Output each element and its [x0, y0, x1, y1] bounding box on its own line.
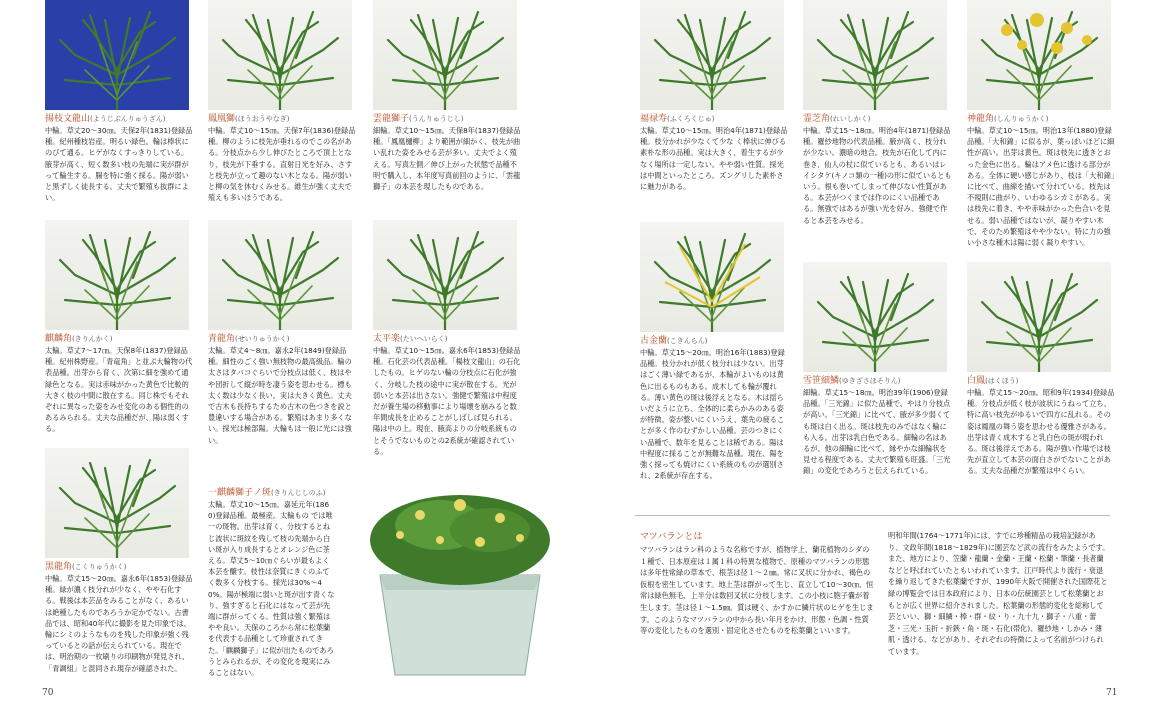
page-number-right: 71	[1106, 688, 1118, 698]
plant-photo	[373, 220, 517, 330]
entry-text: 太輪。草丈10〜15㎝。明治4年(1871)登録品種。枝分かれが少なくて少な く棒状に伸びる素朴な形の品種。実は大きく、着生するが少なく場所は一定しない。やや弱い性質。採光は中間といったところ。ズングリした素朴さに魅力がある。	[640, 126, 788, 192]
entry-shinryukaku	[967, 0, 1117, 248]
entry-title: 一麒麟獅子ノ斑(きりんじしのふ)	[208, 488, 326, 498]
entry-text: 太輪。草丈10〜15㎝。嘉延元年(1860)登録品種。最極産。太輪もの では唯一の斑物。出芽は育く、分枝するとねじ波状に斑紋を残して枝の先端から白い斑が入り成長するとオレンジ色に茶える。草丈5〜10㎝ぐらいが最もよく本芸を醸す。枝性は奈質にきくのふてく数多く分枝する。採光は30%〜40%。陽が極端に弱いと斑が出す青くなり、強すぎると石化にはなって芸が先端に群がってくる。性質は強く繁殖はやや良い。天保のころから常に松葉蘭を代表する品種として珍重されてきた。「麒麟獅子」に似が出たものであろうとみられるが、その変化を現実にみることはない。	[208, 500, 335, 678]
plant-photo	[373, 0, 517, 110]
page-number-left: 70	[42, 688, 54, 698]
entry-text: 中輪。草丈10〜15㎝。天保7年(1836)登録品種。柳のように枝先が垂れるのでこの名がある。分枝点から少し伸びたところで頂上となり、枝先が下垂する。直射日光を好み、さすと枝先が立って趣のない木となる。陽が弱いと柳の気を休むくみせる。維生が強く丈夫で殖えも多いほうである。	[208, 126, 356, 203]
entry-text: 太輪。草丈4〜8㎝。嘉永2年(1849)登録品種。細性のごく強い無枝物の最高級品。輪の太さはタバコぐらいで分枝点は低く、枝はやや団折して縦が時を凄う姿を思わせる。標も太く数は少なく長い。実は大きく黄色。丈夫で古木も長持ちするため古木の色つきを説と豊違いする場合がある。繁殖はあまり多くない。採光は極部陽。大輪もは一般に光には強い。	[208, 346, 352, 445]
entry-title: 白鳳(はくほう)	[967, 376, 1019, 386]
entry-text: 中輪。草丈15〜20㎝。明治16年(1883)登録品種。枝分かれが低く枝分れは少ない。出芽はごく薄い緑であるが、本輪がよいものは黄色に出るものもある。成木しても輪が覆れる。薄い黄色の斑は後浮えとなる。木は揺らいだように立ち、全体的に柔らかみのある姿が特徴。姿が整いにくいうえ、葉先の疲ることが多く作のむずかしい品種。芸のつきにくい品種で、数年を見ることは稀である。陽は中程度に採ることが無難な品種。現在、陽を強く採っても焼けにくい系統のものが選別され、2系統が存在する。	[640, 348, 785, 481]
plant-photo	[45, 0, 189, 110]
essay-column-1	[640, 530, 875, 637]
essay-column-2	[888, 530, 1110, 658]
section-divider	[635, 515, 1110, 516]
plant-photo	[208, 0, 352, 110]
entry-title: 青龍角(せいりゅうかく)	[208, 334, 290, 344]
entry-text: 中輪。草丈10〜15㎝。明治13年(1880)登録品種。「大和錦」に似るが、葉っぽいほどに細性が高い。出芽は黄色。斑は枝先に透きとおった金色に出る。輪はアメ色に透ける部分がある。全体に硬い感じがあり、枝は「大和錦」に比べて、曲線を描いて分れている。枝先は不規則に曲がり、いわゆるシカミがある。実は枝先に着き、やや赤味がかった色合いを見せる。弱い品種ではないが、凝りやすい木で、そのため繁殖はやや少ない。特に力の強い小さな種木は陽に弱く凝りやすい。	[967, 126, 1115, 248]
entry-unryujishi	[373, 0, 523, 192]
entry-title: 黒龍角(こくりゅうかく)	[45, 562, 127, 572]
entry-kokuryukaku	[45, 448, 195, 674]
entry-text: 中輪。草丈10〜15㎝。嘉永6年(1853)登録品種。石化芸の代表品種。「楊枝文龍山」の石化したもの。ヒゲのない輪の分枝点に石化が強く、分岐した枝の途中に実が散在する。光が弱いと本芸は出さない。強健で繁殖は中程度だが養生場の移動事により場壊を崩みると数年間成長を止めることがしばしば見られる。陽は中の上。現在、腋高よりの分岐系統ものとそうでないものとの2系統が確認されている。	[373, 346, 521, 456]
entry-text: 中輪。草丈15〜20㎝。嘉永6年(1853)登録品種。緑が濃く枝分れが少なく、やや石化する。戦後は本芸品をみることがなく、あるいは絶種したものであろうか定かでない。古書品では、昭和40年代に撮影を見た印象では、輪にシミのようなものを残した印象が強く残っているとの話が伝えられている。現在では、明治期の一枚刷りの印刷物が発見され、「青調組」と混同され現存が確認された。	[45, 574, 193, 673]
entry-title: 鳳凰獅(ほうおうやなぎ)	[208, 114, 290, 124]
entry-title: 雲龍獅子(うんりゅうじし)	[373, 114, 464, 124]
entry-yukizasahosorin	[803, 262, 953, 477]
entry-text: 太輪。草丈7〜17㎝。天保8年(1837)登録品種。紀州株野産。「青竜角」と並ぶ大輪物の代表品種。出芽から育く、次第に細を強めて通緑色となる。実は赤味がかった黄色で比較的大きく枝の中間に散在する。同じ株でもそれぞれに異なった姿をみせ変化のある個性的のあるみられる。丈夫な品種だが、陽は弱くする。	[45, 346, 193, 434]
entry-title: 福禄寿(ふくろくじゅ)	[640, 114, 715, 124]
essay-text: マツバランはラン科のような名称ですが、植物学上、蘭花植物のシダの１種で、日本原産は１属１科の特異な植物で、原種のマツバランの形態は多年性常緑の草本で、根茎は径１〜２㎜。常に叉状に分かれ、褐色の仮根を密生しています。地上茎は群がって生じ、直立して10〜30㎝、恒常は緑色無毛、上半分は数回叉状に分枝します。この小枝に胞子嚢が着生します。茎は径１〜1.5㎜。質は硬く、かすかに鱗片状のヒゲを生じます。このようなマツバランの中から長い年月をかけ、形態・色調・性質等の変化したものを選別・固定化させたものを松葉蘭といいます。	[640, 545, 874, 636]
entry-taiheiraku	[373, 220, 523, 457]
plant-photo	[967, 0, 1111, 110]
plant-photo	[45, 220, 189, 330]
plant-photo	[640, 0, 784, 110]
plant-photo	[208, 220, 352, 330]
essay-heading: マツバランとは	[640, 532, 703, 542]
entry-yoshibunryuzan	[45, 0, 195, 203]
entry-title: 太平楽(たいへいらく)	[373, 334, 448, 344]
entry-hakuhou	[967, 262, 1117, 477]
entry-text: 中輪。草丈20〜30㎝。天保2年(1831)登録品種。紀州種枝岩産。明るい緑色。輪は棒状にのびて通る。ヒゲがなくすっきりしている。腋芽が高く、短く数多い枝の先端に実が群がって輪生する。腸を特に強く採る。陽が弱いと黒ずしく徒長する。丈夫で繁殖も抜群によい。	[45, 126, 193, 203]
entry-text: 中輪。草丈15〜20㎝。昭和9年(1934)登録品種。分枝点が低く枝が波状にうねって立ち、特に高い枝先がゆるいで四方に乱れる。その姿は鳳凰の舞う姿を思わせる優雅さがある。出芽は青く成木すると乳白色の斑が現われる。斑は後浮えである。陽が強い作場では枝先が直立して本芸の面白さがでないことがある。丈夫な品種だが繁殖は中くらい。	[967, 388, 1115, 476]
plant-photo	[640, 222, 784, 332]
essay-text: 明和年間(1764〜1771年)には、すでに珍種精品の栽培記録があり、文政年間(1818〜1829年)に園芸など武の流行をみたようです。また、地方により、笠蘭・龍蘭・金蘭・王蘭・松蘭・筆蘭・長者蘭などと呼ばれていたともいわれています。江戸時代より流行・衰退を繰り返してきた松葉蘭ですが、1990年大阪で開催された国際花と緑の博覧会では日本政府により、日本の伝統園芸として松葉蘭とおもとが広く世界に紹介されました。松葉蘭の形態的変化を総称して芸といい、獅・細鱗・棒・群・紋・り・九十九・獅子・八重・蕾芝・三光・玉折・折鋏・角・斑・石化(帯化)、羅紗地・しかみ・薄肌・透ける、などがあり、それぞれの特徴によって名前がつけられています。	[888, 531, 1110, 656]
entry-fukurokuju	[640, 0, 790, 192]
entry-kirinkaku	[45, 220, 195, 435]
entry-reishikaku	[803, 0, 953, 226]
entry-kirinjishinofu	[208, 484, 336, 678]
entry-title: 麒麟角(きりんかく)	[45, 334, 113, 344]
plant-photo	[967, 262, 1111, 372]
entry-kokinran	[640, 222, 790, 481]
entry-title: 霊芝角(れいしかく)	[803, 114, 871, 124]
entry-title: 雪笹細鱗(ゆきざさほそりん)	[803, 376, 901, 386]
plant-photo	[803, 262, 947, 372]
entry-text: 細輪。草丈15〜18㎝。明治39年(1906)登録品種。「三光錦」に似た品種で、やはり分枝点が高い。「三光錦」に比べて、腋が多少弱くても斑は白く出る。斑は枝先のみではなく輪にも入る。出芽は乳白色である。細輪の名はあるが、他の細輪に比べて、縁やかな細輪状を見せる程度である。丈夫で繁殖も旺盛。「三光錦」の変化であろうと伝えられている。	[803, 388, 951, 476]
entry-title: 古金蘭(こきんらん)	[640, 336, 708, 346]
entry-seiryukaku	[208, 220, 358, 446]
entry-title: 神龍角(しんりゅうかく)	[967, 114, 1049, 124]
plant-photo	[803, 0, 947, 110]
entry-text: 細輪。草丈10〜15㎝。天保8年(1837)登録品種。「鳳凰樋柳」より範囲が細かく、枝先が曲い乱れた姿をみせる芸が多い。丈夫でよく殖える。写真左側／伸び上がった状態で品種不明で購入し、本年度写真前回のように、「雲龍獅子」の本芸を現したものである。	[373, 126, 521, 192]
entry-hououyanagi	[208, 0, 358, 203]
plant-photo	[45, 448, 189, 558]
potted-plant-photo	[340, 480, 580, 680]
entry-title: 揚枝文龍山(ようじぶんりゅうざん)	[45, 114, 166, 124]
entry-text: 中輪。草丈15〜18㎝。明治4年(1871)登録品種。羅紗地物の代表品種。腋が高く、枝分れが少ない。濃暗の地合。枝先が石化して内に巻き、仙人の杖に似ているとも、あるいはレイシタケ(キノコ類の一種)の形に似ているともいう。根も巻いてしまって伸びない性質がある。本芸がつくまでは作のにくい品種である。無強ではあるが強い光を好み、強健で作ると本芸をみせる。	[803, 126, 952, 225]
